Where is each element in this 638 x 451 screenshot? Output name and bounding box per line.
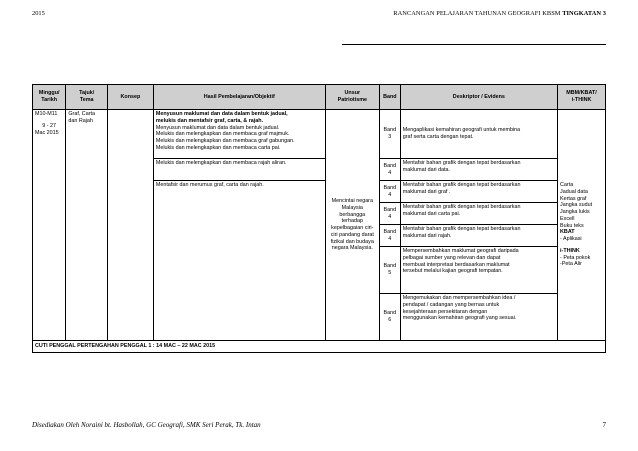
header-deskriptor: Deskriptor / Evidens [400,85,557,110]
header-unsur: Unsur Patriotisme [325,85,379,110]
header-year: 2015 [32,10,45,17]
cell-desc-band-4c: Mentafsir bahan grafik dengan tepat berdasarkan maklumat dari carta pai. [400,203,557,225]
cell-band-4d: Band 4 [379,225,400,247]
header-mbm: MBM/KBAT/ i-THINK [558,85,606,110]
cell-desc-band-6: Mengemukakan dan mempersembahkan idea / pendapat / cadangan yang bernas untuk kesejahteraan persekitaran dengan menggunakan kemahiran geografi yang sesuai. [400,294,557,341]
lesson-plan-table [32,84,606,353]
table-header-row [33,85,606,110]
header-title [393,10,606,17]
holiday-row [33,341,606,353]
cell-konsep [108,110,154,341]
header-rule [342,44,606,45]
header-title-level: TINGKATAN 3 [562,10,606,17]
cell-tajuk: Graf, Carta dan Rajah [66,110,108,341]
footer-prepared-by: Disediakan Oleh Noraini bt. Hasbollah, GC Geografi, SMK Seri Perak, Tk. Intan [32,421,261,429]
header-band: Band [379,85,400,110]
cell-desc-band-4a: Mentafsir bahan grafik dengan tepat berdasarkan maklumat dari data. [400,159,557,181]
cell-band-3: Band 3 [379,110,400,159]
cell-band-4b: Band 4 [379,181,400,203]
cell-band-5: Band 5 [379,247,400,294]
header-hasil: Hasil Pembelajaran/Objektif [153,85,325,110]
cell-band-6: Band 6 [379,294,400,341]
cell-hasil-2: Melukis dan melengkapkan dan membaca rajah aliran. [153,159,325,181]
cell-mbm: Carta Jadual data Kertas graf Jangka sudut Jangka lukis Excell Buku teks KBAT - Aplikasi i-THINK - Peta pokok -Peta Alir [558,110,606,341]
cell-hasil-3: Mentafsir dan merumus graf, carta dan rajah. [153,181,325,341]
cell-desc-band-4d: Mentafsir bahan grafik dengan tepat berdasarkan maklumat dari rajah. [400,225,557,247]
cell-minggu: M10-M11 9 - 27 Mac 2015 [33,110,66,341]
cell-hasil-1: Menyusun maklumat dan data dalam bentuk jadual, melukis dan mentafsir graf, carta, & rajah. Menyusun maklumat dan data dalam bentuk jadual. Melukis dan melengkapkan dan membaca graf majmuk. Melukis dan melengkapkan dan membaca graf gabungan. Melukis dan melengkapkan dan membaca carta pai. [153,110,325,159]
header-title-prefix: RANCANGAN PELAJARAN TAHUNAN GEOGRAFI KBSM [393,10,563,17]
header-konsep: Konsep [108,85,154,110]
page-number: 7 [602,421,606,429]
cell-desc-band-3: Mengaplikasi kemahiran geografi untuk membina graf serta carta dengan tepat. [400,110,557,159]
header-tajuk: Tajuk/ Tema [66,85,108,110]
cell-unsur: Mencintai negara Malaysia berbangga terhadap kepelbagaian ciri- ciri pandang darat fizikal dan budaya negara Malaysia. [325,110,379,341]
cell-band-4a: Band 4 [379,159,400,181]
header-minggu: Minggu/ Tarikh [33,85,66,110]
cell-band-4c: Band 4 [379,203,400,225]
cell-desc-band-4b: Mentafsir bahan grafik dengan tepat berdasarkan maklumat dari graf . [400,181,557,203]
holiday-note: CUTI PENGGAL PERTENGAHAN PENGGAL 1 : 14 MAC – 22 MAC 2015 [33,341,606,353]
table-row [33,110,606,159]
cell-desc-band-5: Mempersembahkan maklumat geografi daripada pelbagai sumber yang relevan dan dapat membuat interpretasi berdasarkan maklumat tersebut melalui kajian geografi tempatan. [400,247,557,294]
